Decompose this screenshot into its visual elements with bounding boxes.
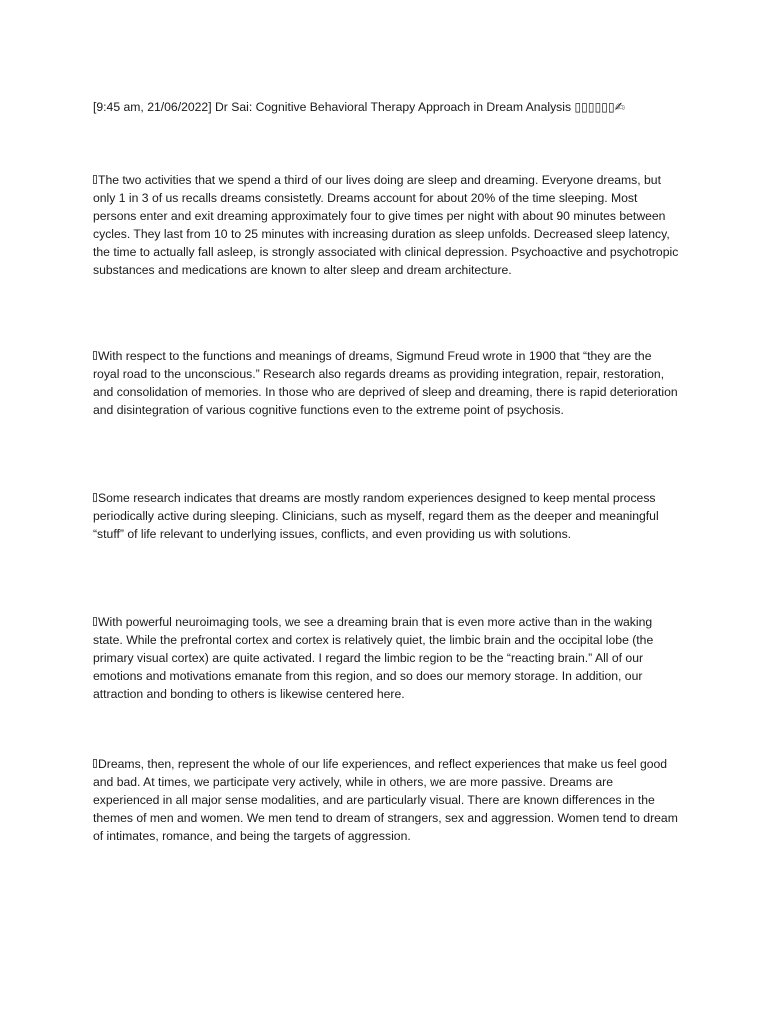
paragraph-text: With powerful neuroimaging tools, we see a dreaming brain that is even more active than in the waking state. While the prefrontal cortex and cortex is relatively quiet, the limbic brain and the occipital lobe (the primary visual cortex) are quite activated. I regard the limbic region to be the “reacting brain.” All of our emotions and motivations emanate from this region, and so does our memory storage. In addition, our attraction and bonding to others is likewise centered here.	[93, 615, 654, 701]
message-header: [9:45 am, 21/06/2022] Dr Sai: Cognitive Behavioral Therapy Approach in Dream Analysis ▯▯▯▯▯▯✍	[93, 100, 625, 114]
paragraph	[93, 613, 681, 703]
paragraph-text: The two activities that we spend a third of our lives doing are sleep and dreaming. Everyone dreams, but only 1 in 3 of us recalls dreams consistetly. Dreams account for about 20% of the time sleeping. Most persons enter and exit dreaming approximately four to give times per night with about 90 minutes between cycles. They last from 10 to 25 minutes with increasing duration as sleep unfolds. Decreased sleep latency, the time to actually fall asleep, is strongly associated with clinical depression. Psychoactive and psychotropic substances and medications are known to alter sleep and dream architecture.	[93, 173, 679, 277]
missing-glyph-icon	[93, 351, 97, 360]
paragraph	[93, 171, 681, 279]
paragraph	[93, 347, 681, 419]
paragraph-text: Some research indicates that dreams are mostly random experiences designed to keep mental process periodically active during sleeping. Clinicians, such as myself, regard them as the deeper and meaningful “stuff” of life relevant to underlying issues, conflicts, and even providing us with solutions.	[93, 491, 659, 541]
paragraph-text: With respect to the functions and meanings of dreams, Sigmund Freud wrote in 1900 that “they are the royal road to the unconscious.” Research also regards dreams as providing integration, repair, restoration, and consolidation of memories. In those who are deprived of sleep and dreaming, there is rapid deterioration and disintegration of various cognitive functions even to the extreme point of psychosis.	[93, 349, 678, 417]
paragraph	[93, 489, 681, 543]
missing-glyph-icon	[93, 759, 97, 768]
missing-glyph-icon	[93, 175, 97, 184]
missing-glyph-icon	[93, 617, 97, 626]
paragraph-text: Dreams, then, represent the whole of our life experiences, and reflect experiences that make us feel good and bad. At times, we participate very actively, while in others, we are more passive. Dreams are experienced in all major sense modalities, and are particularly visual. There are known differences in the themes of men and women. We men tend to dream of strangers, sex and aggression. Women tend to dream of intimates, romance, and being the targets of aggression.	[93, 757, 678, 843]
missing-glyph-icon	[93, 493, 97, 502]
paragraph	[93, 755, 681, 845]
